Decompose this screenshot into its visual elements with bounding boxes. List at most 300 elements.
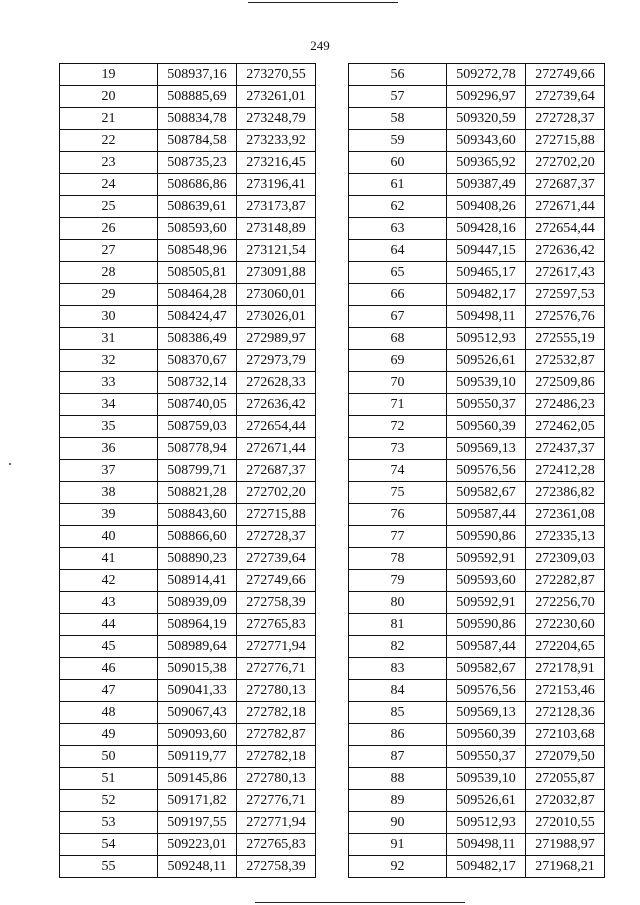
table-row [60,438,316,460]
y-coordinate-cell: 273270,55 [237,64,316,86]
y-coordinate-cell: 272702,20 [526,152,605,174]
table-row [60,394,316,416]
y-coordinate-cell: 272256,70 [526,592,605,614]
y-coordinate-cell: 272715,88 [237,504,316,526]
point-number-cell: 33 [60,372,158,394]
x-coordinate-cell: 509539,10 [447,372,526,394]
y-coordinate-cell: 272386,82 [526,482,605,504]
y-coordinate-cell: 273233,92 [237,130,316,152]
x-coordinate-cell: 509465,17 [447,262,526,284]
x-coordinate-cell: 508505,81 [158,262,237,284]
page-number: 249 [310,38,330,53]
point-number-cell: 39 [60,504,158,526]
point-number-cell: 84 [349,680,447,702]
bottom-rule [255,902,465,903]
x-coordinate-cell: 509272,78 [447,64,526,86]
x-coordinate-cell: 508464,28 [158,284,237,306]
point-number-cell: 60 [349,152,447,174]
table-row [349,438,605,460]
point-number-cell: 71 [349,394,447,416]
x-coordinate-cell: 508735,23 [158,152,237,174]
point-number-cell: 23 [60,152,158,174]
table-row [349,284,605,306]
y-coordinate-cell: 273196,41 [237,174,316,196]
table-row [349,394,605,416]
table-row [349,482,605,504]
table-row [349,504,605,526]
table-row [349,306,605,328]
x-coordinate-cell: 508939,09 [158,592,237,614]
point-number-cell: 65 [349,262,447,284]
table-row [60,130,316,152]
point-number-cell: 68 [349,328,447,350]
x-coordinate-cell: 509365,92 [447,152,526,174]
table-row [60,460,316,482]
y-coordinate-cell: 272010,55 [526,812,605,834]
y-coordinate-cell: 272597,53 [526,284,605,306]
x-coordinate-cell: 508964,19 [158,614,237,636]
point-number-cell: 45 [60,636,158,658]
point-number-cell: 58 [349,108,447,130]
y-coordinate-cell: 272780,13 [237,680,316,702]
table-row [349,416,605,438]
x-coordinate-cell: 509590,86 [447,526,526,548]
table-row [60,284,316,306]
x-coordinate-cell: 509093,60 [158,724,237,746]
point-number-cell: 70 [349,372,447,394]
y-coordinate-cell: 272728,37 [526,108,605,130]
y-coordinate-cell: 272628,33 [237,372,316,394]
point-number-cell: 52 [60,790,158,812]
x-coordinate-cell: 509296,97 [447,86,526,108]
y-coordinate-cell: 272309,03 [526,548,605,570]
point-number-cell: 27 [60,240,158,262]
point-number-cell: 51 [60,768,158,790]
table-row [349,174,605,196]
x-coordinate-cell: 509582,67 [447,482,526,504]
y-coordinate-cell: 272771,94 [237,812,316,834]
x-coordinate-cell: 509015,38 [158,658,237,680]
y-coordinate-cell: 272749,66 [237,570,316,592]
x-coordinate-cell: 509408,26 [447,196,526,218]
x-coordinate-cell: 509560,39 [447,724,526,746]
table-row [349,658,605,680]
point-number-cell: 54 [60,834,158,856]
point-number-cell: 30 [60,306,158,328]
point-number-cell: 74 [349,460,447,482]
point-number-cell: 75 [349,482,447,504]
y-coordinate-cell: 272771,94 [237,636,316,658]
point-number-cell: 32 [60,350,158,372]
table-row [349,790,605,812]
table-row [60,372,316,394]
table-row [60,416,316,438]
point-number-cell: 64 [349,240,447,262]
table-row [349,548,605,570]
x-coordinate-cell: 509482,17 [447,284,526,306]
top-rule [248,2,398,3]
table-row [60,856,316,878]
point-number-cell: 37 [60,460,158,482]
x-coordinate-cell: 509539,10 [447,768,526,790]
x-coordinate-cell: 509223,01 [158,834,237,856]
table-row [349,218,605,240]
x-coordinate-cell: 508989,64 [158,636,237,658]
point-number-cell: 36 [60,438,158,460]
point-number-cell: 48 [60,702,158,724]
point-number-cell: 72 [349,416,447,438]
y-coordinate-cell: 272782,18 [237,746,316,768]
x-coordinate-cell: 509498,11 [447,306,526,328]
point-number-cell: 26 [60,218,158,240]
point-number-cell: 41 [60,548,158,570]
x-coordinate-cell: 509482,17 [447,856,526,878]
point-number-cell: 38 [60,482,158,504]
x-coordinate-cell: 509498,11 [447,834,526,856]
y-coordinate-cell: 273248,79 [237,108,316,130]
y-coordinate-cell: 271968,21 [526,856,605,878]
table-body-left [60,64,316,878]
x-coordinate-cell: 509197,55 [158,812,237,834]
x-coordinate-cell: 509592,91 [447,592,526,614]
point-number-cell: 31 [60,328,158,350]
y-coordinate-cell: 272671,44 [526,196,605,218]
x-coordinate-cell: 508799,71 [158,460,237,482]
point-number-cell: 82 [349,636,447,658]
x-coordinate-cell: 508834,78 [158,108,237,130]
y-coordinate-cell: 272636,42 [526,240,605,262]
point-number-cell: 62 [349,196,447,218]
table-row [349,108,605,130]
y-coordinate-cell: 272437,37 [526,438,605,460]
table-row [349,372,605,394]
x-coordinate-cell: 509569,13 [447,438,526,460]
y-coordinate-cell: 272486,23 [526,394,605,416]
y-coordinate-cell: 272687,37 [526,174,605,196]
point-number-cell: 49 [60,724,158,746]
x-coordinate-cell: 509171,82 [158,790,237,812]
point-number-cell: 22 [60,130,158,152]
table-row [60,526,316,548]
x-coordinate-cell: 509387,49 [447,174,526,196]
table-row [349,350,605,372]
table-row [60,570,316,592]
x-coordinate-cell: 509576,56 [447,460,526,482]
y-coordinate-cell: 272728,37 [237,526,316,548]
table-row [60,64,316,86]
point-number-cell: 47 [60,680,158,702]
point-number-cell: 80 [349,592,447,614]
x-coordinate-cell: 508937,16 [158,64,237,86]
point-number-cell: 44 [60,614,158,636]
table-row [60,636,316,658]
table-row [60,174,316,196]
y-coordinate-cell: 272765,83 [237,614,316,636]
x-coordinate-cell: 508778,94 [158,438,237,460]
table-row [349,812,605,834]
y-coordinate-cell: 272973,79 [237,350,316,372]
table-row [60,350,316,372]
y-coordinate-cell: 272509,86 [526,372,605,394]
y-coordinate-cell: 273148,89 [237,218,316,240]
y-coordinate-cell: 273091,88 [237,262,316,284]
y-coordinate-cell: 272749,66 [526,64,605,86]
y-coordinate-cell: 272079,50 [526,746,605,768]
x-coordinate-cell: 509320,59 [447,108,526,130]
y-coordinate-cell: 272671,44 [237,438,316,460]
x-coordinate-cell: 508424,47 [158,306,237,328]
x-coordinate-cell: 508593,60 [158,218,237,240]
table-row [349,680,605,702]
point-number-cell: 35 [60,416,158,438]
table-row [60,812,316,834]
x-coordinate-cell: 509428,16 [447,218,526,240]
x-coordinate-cell: 509593,60 [447,570,526,592]
y-coordinate-cell: 272782,18 [237,702,316,724]
table-row [349,328,605,350]
y-coordinate-cell: 272462,05 [526,416,605,438]
x-coordinate-cell: 509067,43 [158,702,237,724]
point-number-cell: 66 [349,284,447,306]
point-number-cell: 21 [60,108,158,130]
point-number-cell: 76 [349,504,447,526]
table-row [60,658,316,680]
x-coordinate-cell: 509526,61 [447,350,526,372]
y-coordinate-cell: 272103,68 [526,724,605,746]
x-coordinate-cell: 509145,86 [158,768,237,790]
y-coordinate-cell: 272617,43 [526,262,605,284]
table-row [60,702,316,724]
y-coordinate-cell: 272989,97 [237,328,316,350]
y-coordinate-cell: 273216,45 [237,152,316,174]
point-number-cell: 67 [349,306,447,328]
table-row [60,724,316,746]
table-row [60,218,316,240]
x-coordinate-cell: 508784,58 [158,130,237,152]
x-coordinate-cell: 508890,23 [158,548,237,570]
table-row [349,746,605,768]
table-row [60,262,316,284]
x-coordinate-cell: 508866,60 [158,526,237,548]
point-number-cell: 73 [349,438,447,460]
y-coordinate-cell: 272654,44 [237,416,316,438]
point-number-cell: 90 [349,812,447,834]
table-row [349,834,605,856]
x-coordinate-cell: 508759,03 [158,416,237,438]
point-number-cell: 19 [60,64,158,86]
x-coordinate-cell: 509582,67 [447,658,526,680]
table-row [60,152,316,174]
margin-dot [9,463,11,465]
x-coordinate-cell: 509590,86 [447,614,526,636]
y-coordinate-cell: 272128,36 [526,702,605,724]
table-row [60,614,316,636]
point-number-cell: 56 [349,64,447,86]
y-coordinate-cell: 272765,83 [237,834,316,856]
point-number-cell: 81 [349,614,447,636]
table-row [349,64,605,86]
point-number-cell: 28 [60,262,158,284]
table-row [349,856,605,878]
table-row [60,196,316,218]
x-coordinate-cell: 508821,28 [158,482,237,504]
coordinates-table-right [348,63,605,878]
point-number-cell: 88 [349,768,447,790]
table-row [349,152,605,174]
point-number-cell: 57 [349,86,447,108]
y-coordinate-cell: 272782,87 [237,724,316,746]
y-coordinate-cell: 272055,87 [526,768,605,790]
x-coordinate-cell: 509119,77 [158,746,237,768]
point-number-cell: 91 [349,834,447,856]
table-row [349,614,605,636]
y-coordinate-cell: 272636,42 [237,394,316,416]
table-row [349,196,605,218]
x-coordinate-cell: 508732,14 [158,372,237,394]
table-row [60,504,316,526]
table-row [349,526,605,548]
point-number-cell: 77 [349,526,447,548]
table-row [349,130,605,152]
x-coordinate-cell: 509550,37 [447,394,526,416]
y-coordinate-cell: 272576,76 [526,306,605,328]
x-coordinate-cell: 508740,05 [158,394,237,416]
y-coordinate-cell: 272532,87 [526,350,605,372]
table-row [349,262,605,284]
table-row [349,240,605,262]
table-row [60,746,316,768]
table-row [349,592,605,614]
point-number-cell: 24 [60,174,158,196]
point-number-cell: 34 [60,394,158,416]
table-row [349,702,605,724]
table-row [60,680,316,702]
x-coordinate-cell: 509248,11 [158,856,237,878]
coordinates-table-left [59,63,316,878]
point-number-cell: 61 [349,174,447,196]
x-coordinate-cell: 508914,41 [158,570,237,592]
x-coordinate-cell: 509592,91 [447,548,526,570]
y-coordinate-cell: 272776,71 [237,658,316,680]
y-coordinate-cell: 273261,01 [237,86,316,108]
table-row [349,724,605,746]
point-number-cell: 86 [349,724,447,746]
table-row [60,240,316,262]
table-row [349,86,605,108]
point-number-cell: 25 [60,196,158,218]
table-row [60,790,316,812]
x-coordinate-cell: 508370,67 [158,350,237,372]
point-number-cell: 87 [349,746,447,768]
x-coordinate-cell: 509512,93 [447,328,526,350]
y-coordinate-cell: 272282,87 [526,570,605,592]
point-number-cell: 78 [349,548,447,570]
table-row [349,636,605,658]
point-number-cell: 55 [60,856,158,878]
x-coordinate-cell: 509550,37 [447,746,526,768]
y-coordinate-cell: 272335,13 [526,526,605,548]
y-coordinate-cell: 272412,28 [526,460,605,482]
y-coordinate-cell: 272204,65 [526,636,605,658]
point-number-cell: 20 [60,86,158,108]
point-number-cell: 85 [349,702,447,724]
y-coordinate-cell: 273173,87 [237,196,316,218]
point-number-cell: 46 [60,658,158,680]
y-coordinate-cell: 272776,71 [237,790,316,812]
point-number-cell: 63 [349,218,447,240]
point-number-cell: 83 [349,658,447,680]
y-coordinate-cell: 272178,91 [526,658,605,680]
x-coordinate-cell: 508885,69 [158,86,237,108]
y-coordinate-cell: 272715,88 [526,130,605,152]
point-number-cell: 29 [60,284,158,306]
x-coordinate-cell: 509560,39 [447,416,526,438]
y-coordinate-cell: 271988,97 [526,834,605,856]
table-row [349,460,605,482]
x-coordinate-cell: 509041,33 [158,680,237,702]
x-coordinate-cell: 508548,96 [158,240,237,262]
point-number-cell: 42 [60,570,158,592]
table-row [60,548,316,570]
point-number-cell: 43 [60,592,158,614]
y-coordinate-cell: 272032,87 [526,790,605,812]
point-number-cell: 79 [349,570,447,592]
x-coordinate-cell: 509569,13 [447,702,526,724]
x-coordinate-cell: 509512,93 [447,812,526,834]
point-number-cell: 89 [349,790,447,812]
table-row [60,834,316,856]
y-coordinate-cell: 272739,64 [237,548,316,570]
x-coordinate-cell: 509447,15 [447,240,526,262]
x-coordinate-cell: 508686,86 [158,174,237,196]
table-row [60,108,316,130]
x-coordinate-cell: 509587,44 [447,636,526,658]
y-coordinate-cell: 273026,01 [237,306,316,328]
y-coordinate-cell: 272230,60 [526,614,605,636]
table-row [60,306,316,328]
x-coordinate-cell: 508843,60 [158,504,237,526]
point-number-cell: 53 [60,812,158,834]
y-coordinate-cell: 272555,19 [526,328,605,350]
point-number-cell: 40 [60,526,158,548]
y-coordinate-cell: 272361,08 [526,504,605,526]
x-coordinate-cell: 509576,56 [447,680,526,702]
table-row [349,570,605,592]
table-row [60,328,316,350]
table-row [60,86,316,108]
y-coordinate-cell: 272739,64 [526,86,605,108]
y-coordinate-cell: 272654,44 [526,218,605,240]
point-number-cell: 92 [349,856,447,878]
x-coordinate-cell: 509526,61 [447,790,526,812]
y-coordinate-cell: 272758,39 [237,592,316,614]
y-coordinate-cell: 273121,54 [237,240,316,262]
y-coordinate-cell: 272758,39 [237,856,316,878]
point-number-cell: 69 [349,350,447,372]
y-coordinate-cell: 272153,46 [526,680,605,702]
table-row [60,482,316,504]
x-coordinate-cell: 509587,44 [447,504,526,526]
table-row [349,768,605,790]
y-coordinate-cell: 273060,01 [237,284,316,306]
point-number-cell: 59 [349,130,447,152]
x-coordinate-cell: 508639,61 [158,196,237,218]
table-body-right [349,64,605,878]
table-row [60,592,316,614]
y-coordinate-cell: 272780,13 [237,768,316,790]
y-coordinate-cell: 272702,20 [237,482,316,504]
point-number-cell: 50 [60,746,158,768]
